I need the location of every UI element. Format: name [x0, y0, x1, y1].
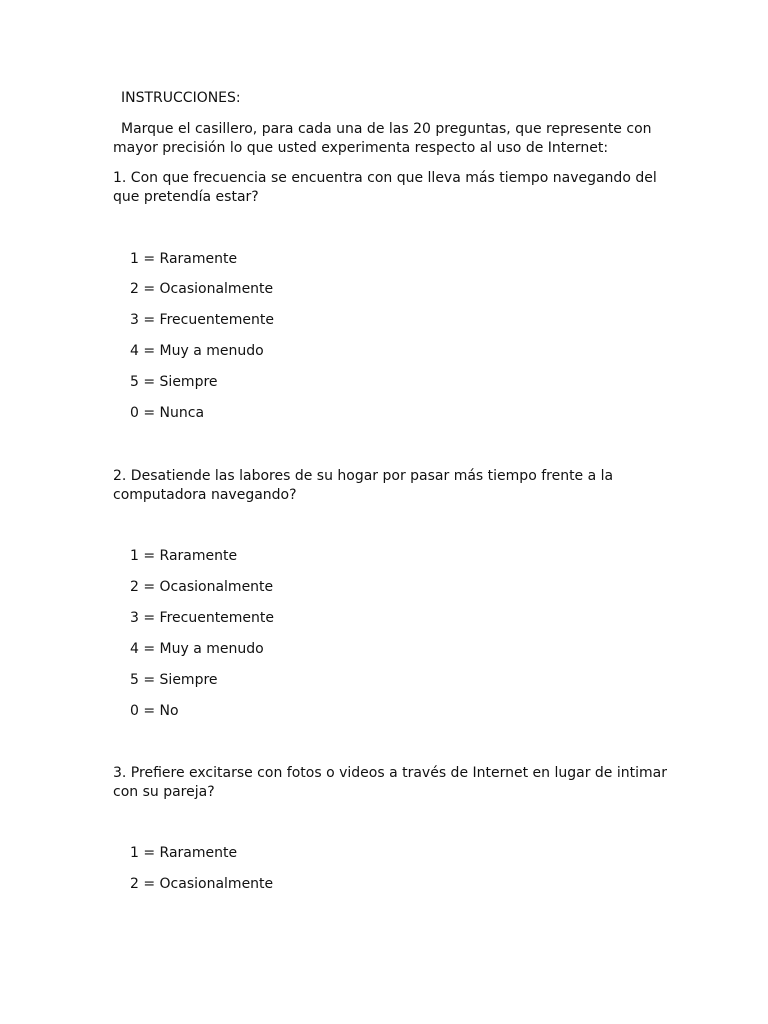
intro-text-line-2: mayor precisión lo que usted experimenta respecto al uso de Internet: — [113, 140, 609, 156]
question-1-text-line-2: que pretendía estar? — [113, 189, 259, 205]
question-2-text-line-1: 2. Desatiende las labores de su hogar por pasar más tiempo frente a la — [113, 468, 614, 484]
question-2-option: 3 = Frecuentemente — [130, 610, 275, 626]
question-3-option: 2 = Ocasionalmente — [130, 876, 274, 892]
instructions-heading: INSTRUCCIONES: — [121, 90, 241, 106]
question-1-text-line-1: 1. Con que frecuencia se encuentra con que lleva más tiempo navegando del — [113, 170, 657, 186]
question-1-option: 1 = Raramente — [130, 251, 238, 267]
question-2-text-line-2: computadora navegando? — [113, 487, 297, 503]
question-3-text-line-1: 3. Prefiere excitarse con fotos o videos a través de Internet en lugar de intimar — [113, 765, 667, 781]
question-3-option: 1 = Raramente — [130, 845, 238, 861]
question-2-option: 0 = No — [130, 703, 179, 719]
question-2-option: 4 = Muy a menudo — [130, 641, 264, 657]
question-2-option: 5 = Siempre — [130, 672, 218, 688]
question-1-option: 2 = Ocasionalmente — [130, 281, 274, 297]
question-1-option: 4 = Muy a menudo — [130, 343, 264, 359]
question-1-option: 5 = Siempre — [130, 374, 218, 390]
question-1-option: 0 = Nunca — [130, 405, 205, 421]
question-2-option: 2 = Ocasionalmente — [130, 579, 274, 595]
intro-text-line-1: Marque el casillero, para cada una de las 20 preguntas, que represente con — [121, 121, 652, 137]
question-1-option: 3 = Frecuentemente — [130, 312, 275, 328]
question-2-option: 1 = Raramente — [130, 548, 238, 564]
question-3-text-line-2: con su pareja? — [113, 784, 215, 800]
